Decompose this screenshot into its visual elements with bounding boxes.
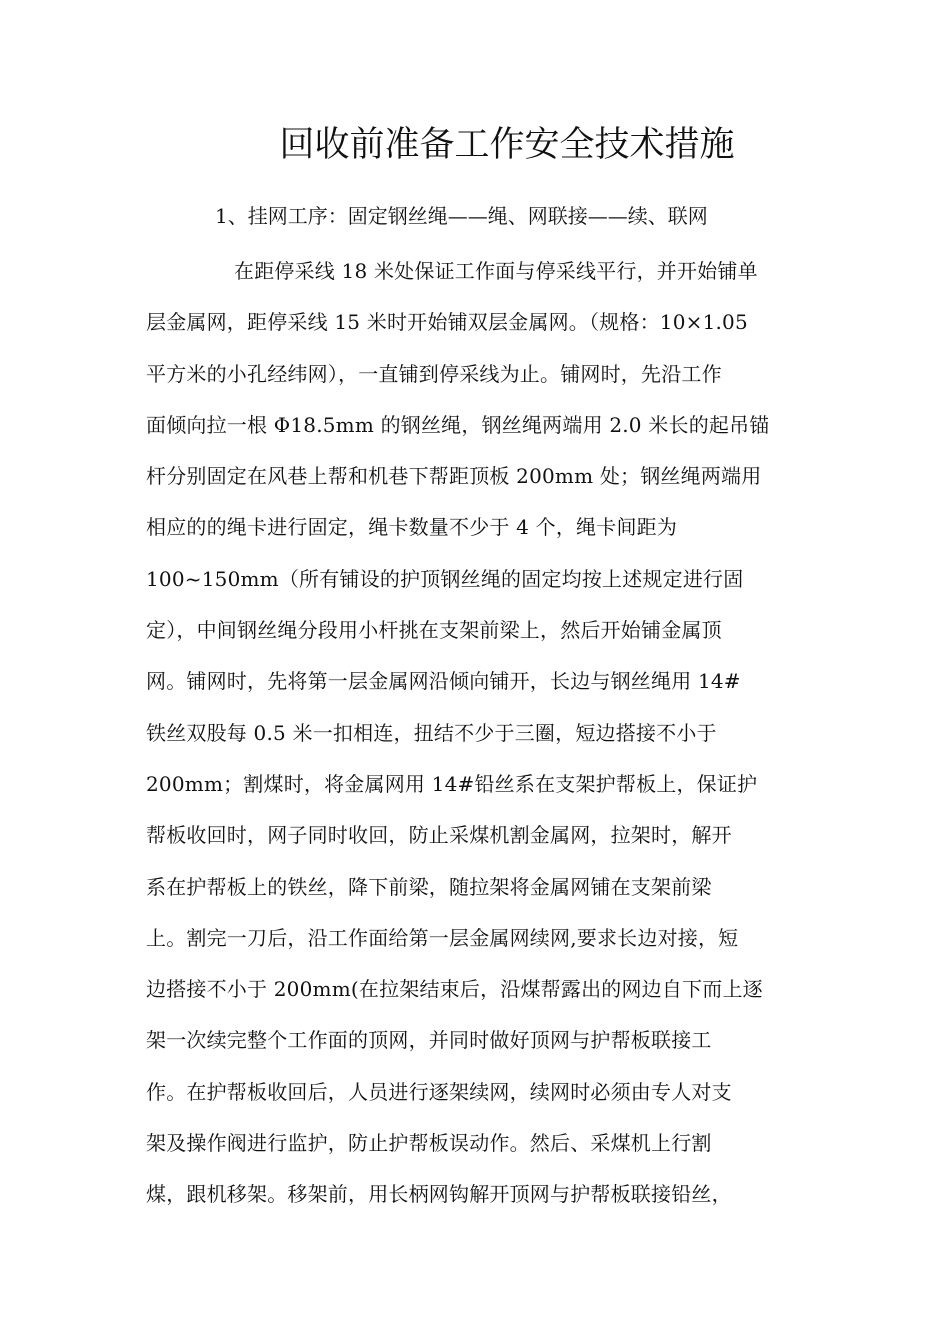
text-line: 上。割完一刀后，沿工作面给第一层金属网续网,要求长边对接，短	[146, 925, 739, 950]
text-line: 定），中间钢丝绳分段用小杆挑在支架前梁上，然后开始铺金属顶	[146, 618, 722, 643]
document-title: 回收前准备工作安全技术措施	[279, 125, 735, 165]
text-line: 网。铺网时，先将第一层金属网沿倾向铺开，长边与钢丝绳用 14#	[146, 669, 741, 694]
text-line: 层金属网，距停采线 15 米时开始铺双层金属网。（规格：10×1.05	[146, 310, 748, 335]
text-line: 铁丝双股每 0.5 米一扣相连，扭结不少于三圈，短边搭接不小于	[146, 720, 717, 745]
text-line: 在距停采线 18 米处保证工作面与停采线平行，并开始铺单	[234, 259, 758, 283]
text-line: 系在护帮板上的铁丝，降下前梁，随拉架将金属网铺在支架前梁	[146, 874, 712, 899]
text-line: 作。在护帮板收回后，人员进行逐架续网，续网时必须由专人对支	[146, 1079, 732, 1104]
text-line: 边搭接不小于 200mm(在拉架结束后，沿煤帮露出的网边自下而上逐	[146, 977, 763, 1002]
text-line: 平方米的小孔经纬网），一直铺到停采线为止。铺网时，先沿工作	[146, 361, 722, 386]
text-line: 架一次续完整个工作面的顶网，并同时做好顶网与护帮板联接工	[146, 1028, 712, 1053]
text-line: 杆分别固定在风巷上帮和机巷下帮距顶板 200mm 处；钢丝绳两端用	[146, 464, 762, 489]
text-line: 煤，跟机移架。移架前，用长柄网钩解开顶网与护帮板联接铅丝，	[146, 1182, 732, 1207]
body-paragraph	[146, 246, 826, 1221]
text-line: 200mm；割煤时，将金属网用 14#铅丝系在支架护帮板上，保证护	[146, 771, 758, 796]
section-heading: 1、挂网工序：固定钢丝绳——绳、网联接——续、联网	[215, 204, 708, 228]
text-line: 相应的的绳卡进行固定，绳卡数量不少于 4 个，绳卡间距为	[146, 515, 678, 540]
text-line: 100~150mm（所有铺设的护顶钢丝绳的固定均按上述规定进行固	[146, 566, 744, 591]
text-line: 帮板收回时，网子同时收回，防止采煤机割金属网，拉架时，解开	[146, 823, 732, 848]
text-line: 架及操作阀进行监护，防止护帮板误动作。然后、采煤机上行割	[146, 1131, 712, 1156]
text-line: 面倾向拉一根 Φ18.5mm 的钢丝绳，钢丝绳两端用 2.0 米长的起吊锚	[146, 412, 770, 437]
